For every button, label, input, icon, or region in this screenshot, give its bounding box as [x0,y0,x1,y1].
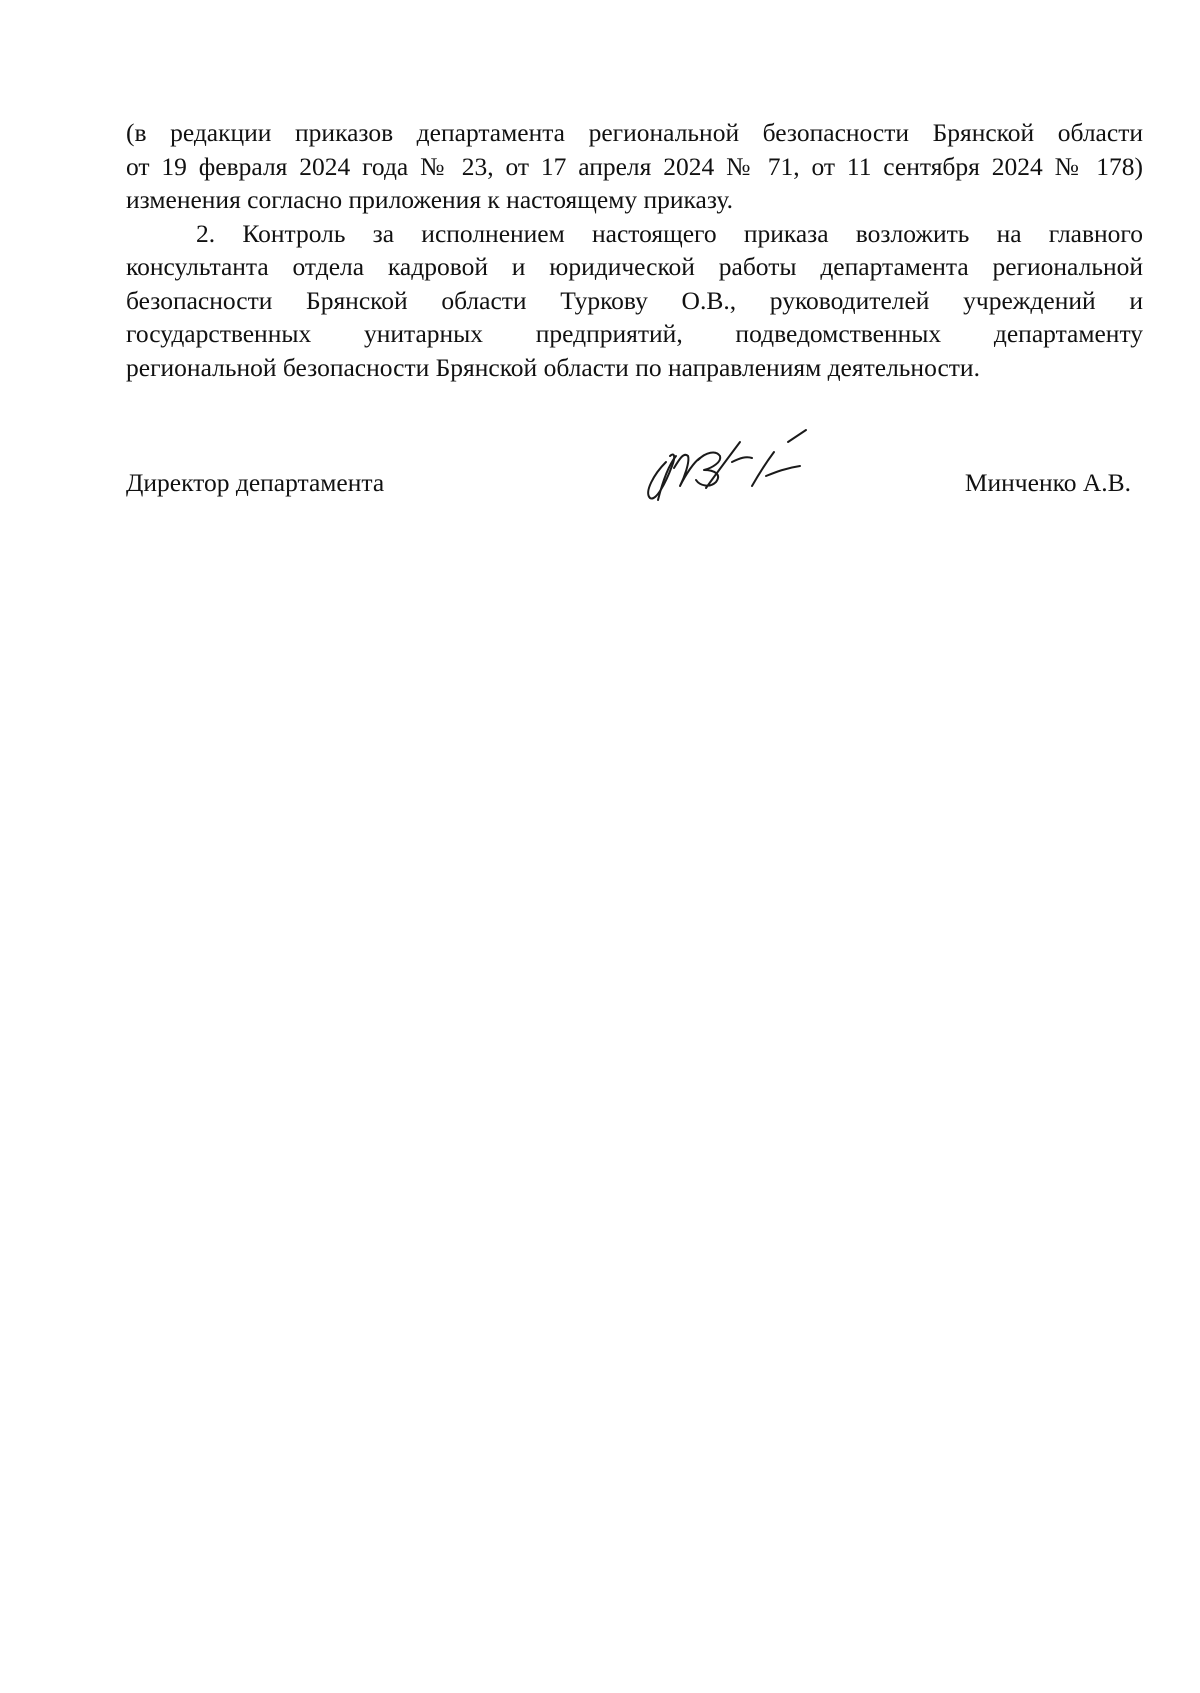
document-body [126,116,1143,384]
paragraph-line: государственных унитарных предприятий, подведомственных департаменту [126,319,1143,348]
signatory-position: Директор департамента [126,468,385,497]
paragraph-amendments [126,116,1143,217]
paragraph-control [126,217,1143,385]
paragraph-line: консультанта отдела кадровой и юридической работы департамента региональной [126,252,1143,281]
signature-block [126,468,1131,528]
paragraph-line: безопасности Брянской области Туркову О.В., руководителей учреждений и [126,285,1143,315]
paragraph-line: региональной безопасности Брянской области по направлениям деятельности. [126,352,980,382]
paragraph-line: (в редакции приказов департамента региональной безопасности Брянской области [126,118,1143,147]
paragraph-line: 2. Контроль за исполнением настоящего приказа возложить на главного [196,218,1143,248]
paragraph-line: от 19 февраля 2024 года № 23, от 17 апреля 2024 № 71, от 11 сентября 2024 № 178) [126,151,1143,181]
paragraph-line: изменения согласно приложения к настоящему приказу. [126,185,733,214]
signatory-name: Минченко А.В. [964,468,1131,497]
handwritten-signature [636,422,826,512]
